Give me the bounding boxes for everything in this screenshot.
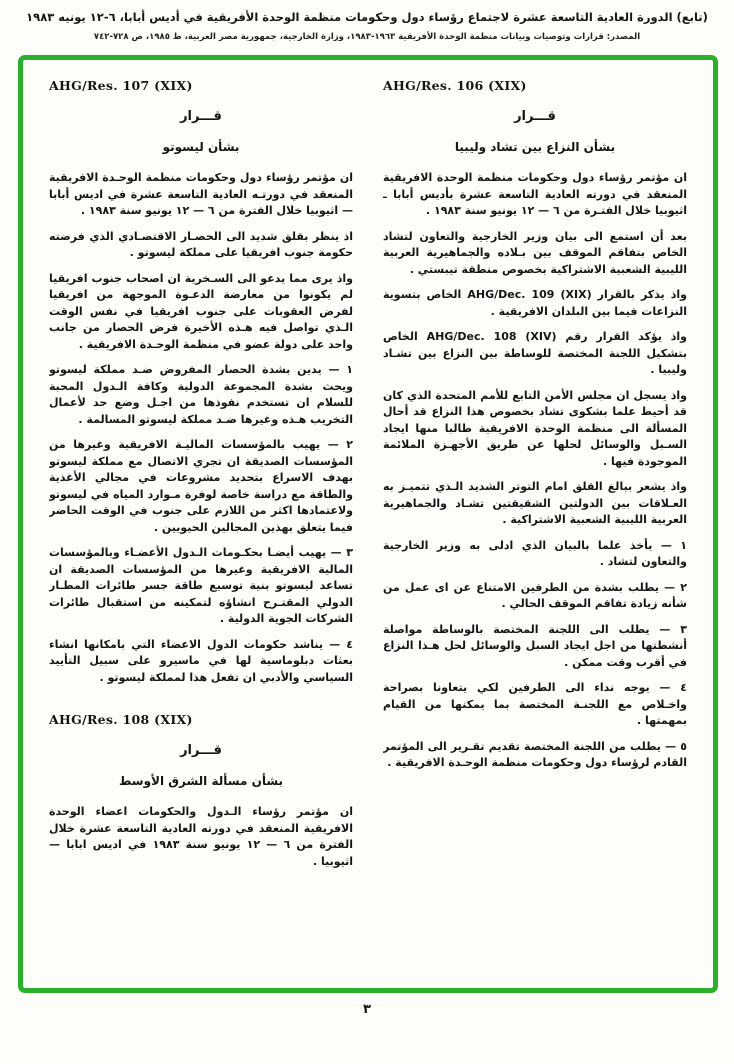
paragraph: ١ — يأخذ علما بالبيان الذي ادلى به وزير الخارجية والتعاون لتشاد . [383,538,687,569]
resolution-108-block [49,712,353,870]
paragraph: ٣ — يهيب أيضـا بحكـومات الـدول الأعضـاء وبالمؤسسات المالية الافريقية وغيرها من المؤسسات الصديقة ان تساعد ليسوتو بنية توسيع طاقة جسر طائرات المطـار الدولي المقتـرح انشاؤه لتمكينه من استقبال طائرات الشركات الجوية الدولية . [49,546,353,626]
resolution-title: قـــرار [514,109,556,125]
paragraph: ٤ — يناشد حكومات الدول الاعضاء التي بامكانها انشاء بعثات دبلوماسية لها في ماسيرو على سبيل التأييد السياسي والأدبي ان تفعل هذا لمملكة ليسوتو . [49,637,353,684]
paragraph: واذ يسجل ان مجلس الأمن التابع للأمم المتحدة الذي كان قد أحيط علما بشكوى تشاد بخصوص هذا النزاع قد أحال المسألة الى منظمة الوحدة الافريقية طالبا منها ايجاد السـبل والوسائل لحلها عن طريق الأجهـزة الملائمة الموجودة فيها . [383,388,687,468]
resolution-number: AHG/Res. 107 (XIX) [49,78,193,94]
paragraph: واذ يذكر بالقرار AHG/Dec. 109 (XIX) الخاص بتسوية النزاعات فيما بين البلدان الافريقية . [383,288,687,318]
paragraph: ٣ — يطلب الى اللجنة المختصة بالوساطة مواصلة أنشطتها من اجل ايجاد السبل والوسائل لحل هـذا النزاع في أقرب وقت ممكن . [383,622,687,669]
resolution-subject: بشأن النزاع بين تشاد وليبيا [454,140,616,155]
paragraph: ٤ — يوجه نداء الى الطرفين لكي يتعاونا بصراحة واخـلاص مع اللجنـة المختصة بما يمكنها من القيام بمهمتها . [383,681,687,728]
two-column-layout [49,76,687,978]
paragraph: ان مؤتمر رؤساء دول وحكومات منظمة الوحـدة الافريقية المنعقد في دورتـه العادية التاسعة عشرة في اديس أبابا — اثيوبيا خلال الفترة من ٦ — ١٢ يونيو سنة ١٩٨٣ . [49,171,353,218]
resolution-number: AHG/Res. 106 (XIX) [383,78,527,94]
paragraph: ١ — يدين بشدة الحصار المفروض ضـد مملكة ليسوتو ويحث بشدة المجموعة الدولية وكافة الـدول المحبة للسلام ان تستخدم نفوذها من اجـل وضع حد لأعمال التخريب هـذه وغيرها ضـد مملكة ليسوتو المسالمة . [49,363,353,426]
column-left-res107-res108 [49,76,353,978]
resolution-title: قـــرار [180,109,222,125]
paragraph: ٢ — يهيب بالمؤسسات الماليـة الافريقية وغيرها من المؤسسات الصديقة ان تجري الاتصال مع مملكة ليسوتو بهدف الاسراع بتحديد مشروعات في مجالي الأغذية والطاقة مع دراسة خاصة لوفرة مـوارد المياه في ليسوتو ولاعتمادها اكثر من اللازم على جنوب في الوقت الحاضر فيما يتعلق بهذين المجالين الحيويين . [49,438,353,534]
paragraph: واذ يرى مما يدعو الى السـخرية ان اصحاب جنوب افريقيا لم يكونوا من معارضة الدعـوة الموجهة من افريقيا لفرض العقوبات على جنوب افريقيا في نفس الوقت الـذي تواصل فيه هـذه الأخيرة فرض الحصار من جانب واحد على دولة عضو في منظمة الوحـدة الافريقية . [49,271,353,351]
page-footer [0,1002,734,1017]
paragraph: بعد أن استمع الى بيان وزير الخارجية والتعاون لتشاد الخاص بتفاقم الموقف بين بـلاده والجماهيرية العربية الليبية الشعبية الاشتراكية بخصوص منطقة تيبستي . [383,229,687,276]
header-title: (تابع) الدورة العادية التاسعة عشرة لاجتماع رؤساء دول وحكومات منظمة الوحدة الأفريقية في أديس أبابا، ٦-١٢ يونيه ١٩٨٣ [26,10,708,24]
document-frame [18,55,718,993]
resolution-subject: بشأن ليسوتو [162,140,240,155]
paragraph: ان مؤتمر رؤساء دول وحكومات منظمة الوحدة الافريقية المنعقد في دورته العادية التاسعة عشرة بأديس أبابا ـ اثيوبيا خلال الفتـرة من ٦ — ١٢ يونيو سنة ١٩٨٣ . [383,171,687,218]
paragraph: واذ يشعر ببالغ القلق امام التوتر الشديد الـذي تتميـز به العـلاقات بين الدولتين الشقيقتين تشـاد والجماهيرية العربية الليبية الشعبية الاشتراكية . [383,480,687,527]
header-source-line: المصدر: قرارات وتوصيات وبيانات منظمة الوحدة الأفريقية ١٩٦٣-١٩٨٣، وزارة الخارجية، جمهورية مصر العربية، ط ١٩٨٥، ص ٧٢٨-٧٤٢ [93,32,641,43]
paragraph: ان مؤتمر رؤساء الـدول والحكومات اعضاء الوحدة الافريقية المنعقد في دورته العادية التاسعة عشرة خلال الفترة من ٦ — ١٢ يونيو سنة ١٩٨٣ في اديس ابابا — اثيوبيا . [49,805,353,868]
page-header [0,0,734,42]
resolution-title: قـــرار [180,743,222,759]
paragraph: واذ يؤكد القرار رقم AHG/Dec. 108 (XIV) الخاص بتشكيل اللجنة المختصة للوساطة بين النزاع بين تشـاد وليبيا . [383,330,687,377]
paragraph: ٥ — يطلب من اللجنة المختصة تقديم تقـرير الى المؤتمر القادم لرؤساء دول وحكومات منظمة الوحـدة الافريقية . [383,739,687,770]
paragraph: اذ ينظر بقلق شديد الى الحصـار الاقتصـادي الذي فرضته حكومة جنوب افريقيا على مملكة ليسوتو . [49,229,353,260]
resolution-subject: بشأن مسألة الشرق الأوسط [118,774,284,789]
resolution-number: AHG/Res. 108 (XIX) [49,712,193,728]
column-right-res106 [383,76,687,978]
paragraph: ٢ — يطلب بشدة من الطرفين الامتناع عن اى عمل من شأنه زيادة تفاقم الموقف الحالي . [383,580,687,611]
page-number: ٣ [363,1002,371,1018]
